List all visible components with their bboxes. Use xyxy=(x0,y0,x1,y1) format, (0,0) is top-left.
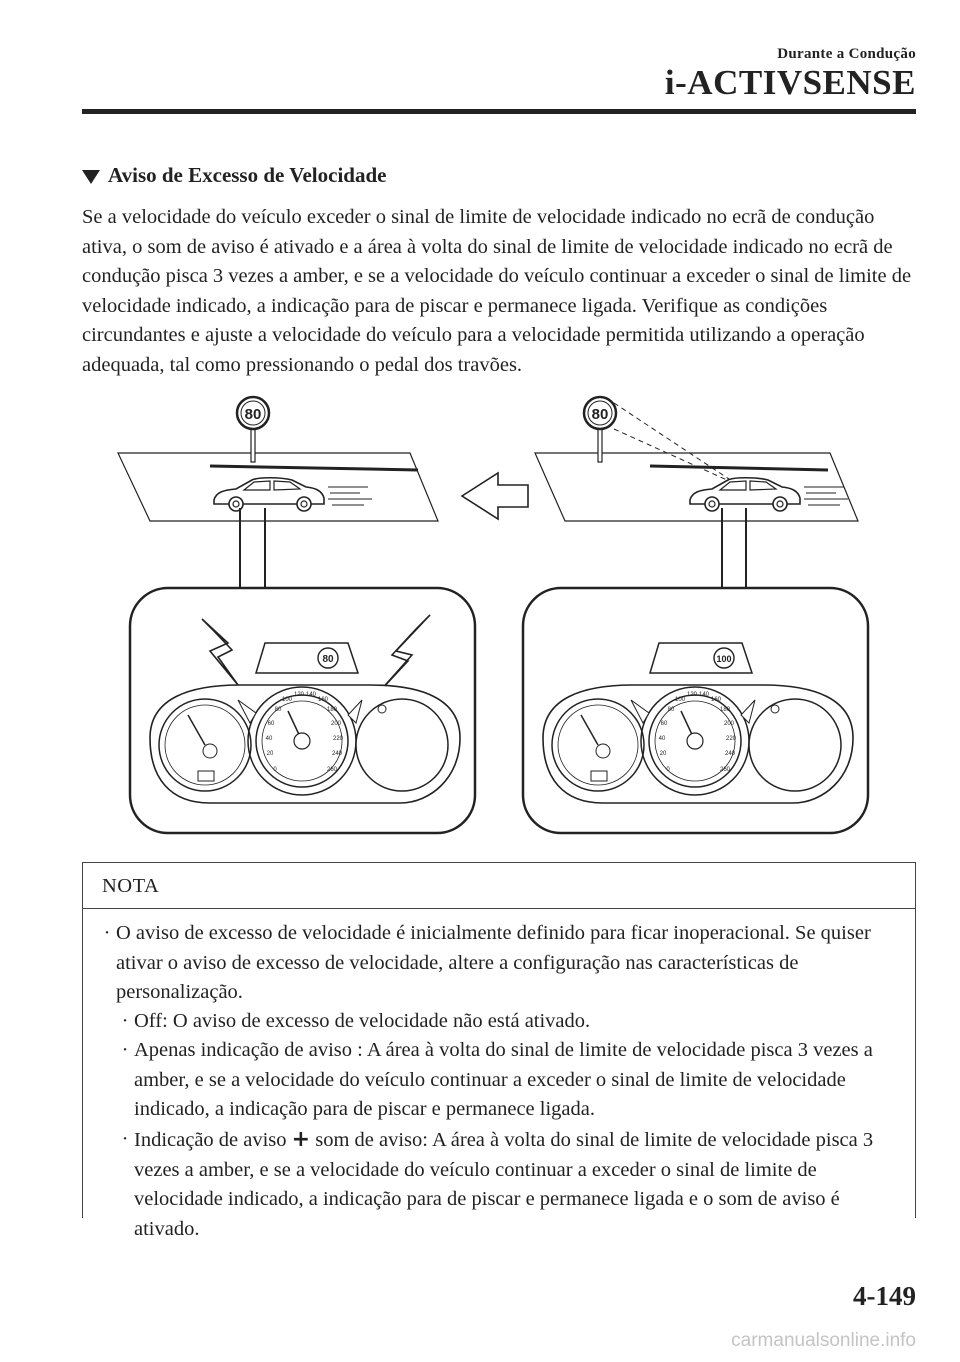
right-dashboard-inset xyxy=(523,588,868,833)
right-road-scene xyxy=(535,397,858,591)
bullet: · xyxy=(121,1010,129,1032)
page-number: 4-149 xyxy=(853,1281,916,1311)
svg-text:20: 20 xyxy=(659,751,667,757)
bullet: · xyxy=(121,1128,129,1150)
note-subitem xyxy=(116,1007,906,1037)
svg-text:140: 140 xyxy=(305,692,317,698)
note-subitem-text: Indicação de aviso + som de aviso: A área à volta do sinal de limite de velocidade pisca 3 vezes a amber, e se a velocidade do veículo continuar a exceder o sinal de limite de velocidade indicado, a indicação para de piscar e permanece ligada e o som de aviso é ativado. xyxy=(134,1127,874,1240)
left-arrow-icon xyxy=(462,473,528,519)
svg-text:260: 260 xyxy=(719,767,731,773)
svg-text:0: 0 xyxy=(273,767,277,773)
svg-text:40: 40 xyxy=(265,736,273,742)
left-road-scene xyxy=(118,397,438,591)
section-heading xyxy=(82,163,386,188)
section-body: Se a velocidade do veículo exceder o sinal de limite de velocidade indicado no ecrã de condução ativa, o som de aviso é ativado e a área à volta do sinal de limite de velocidade indicado no ecrã de condução pisca 3 vezes a amber, e se a velocidade do veículo continuar a exceder o sinal de limite de velocidade indicado, a indicação para de piscar e permanece ligada. Verifique as condições circundantes e ajuste a velocidade do veículo para a velocidade permitida utilizando a operação adequada, tal como pressionando o pedal dos travões. xyxy=(82,206,912,376)
note-box xyxy=(82,862,916,1240)
svg-text:240: 240 xyxy=(724,751,736,757)
svg-text:120: 120 xyxy=(293,692,305,698)
svg-text:100: 100 xyxy=(674,697,686,703)
svg-text:40: 40 xyxy=(658,736,666,742)
plus-icon: + xyxy=(291,1127,311,1152)
header-rule xyxy=(82,109,916,114)
triangle-bullet-icon xyxy=(82,170,100,184)
note-title: NOTA xyxy=(82,863,916,909)
svg-text:160: 160 xyxy=(317,697,329,703)
svg-text:200: 200 xyxy=(723,721,735,727)
svg-text:220: 220 xyxy=(725,736,737,742)
svg-text:180: 180 xyxy=(326,707,338,713)
svg-text:180: 180 xyxy=(719,707,731,713)
bullet: · xyxy=(103,922,111,944)
svg-text:200: 200 xyxy=(330,721,342,727)
svg-text:220: 220 xyxy=(332,736,344,742)
svg-text:80: 80 xyxy=(274,707,282,713)
left-road-sign-value: 80 xyxy=(244,406,262,423)
svg-text:60: 60 xyxy=(660,721,668,727)
section-heading-text: Aviso de Excesso de Velocidade xyxy=(108,163,387,187)
note-item xyxy=(98,919,908,1008)
left-display-sign-value: 80 xyxy=(322,654,334,665)
svg-text:140: 140 xyxy=(698,692,710,698)
svg-text:20: 20 xyxy=(266,751,274,757)
svg-text:240: 240 xyxy=(331,751,343,757)
header-title: i-ACTIVSENSE xyxy=(664,63,916,102)
note-subitem-text: Apenas indicação de aviso : A área à volta do sinal de limite de velocidade pisca 3 vezes a amber, e se a velocidade do veículo continuar a exceder o sinal de limite de velocidade indicado, a indicação para de piscar e permanece ligada. xyxy=(134,1039,873,1120)
svg-text:120: 120 xyxy=(686,692,698,698)
watermark: carmanualsonline.info xyxy=(731,1330,916,1351)
speed-warning-illustration xyxy=(110,393,870,838)
note-box-right-border xyxy=(915,863,916,1218)
svg-text:100: 100 xyxy=(281,697,293,703)
note-item-text: O aviso de excesso de velocidade é inicialmente definido para ficar inoperacional. Se quiser ativar o aviso de excesso de velocidade, altere a configuração nas características de personalização. xyxy=(116,922,871,1003)
note-subitem xyxy=(116,1036,906,1125)
left-dashboard-inset xyxy=(130,588,475,833)
svg-text:0: 0 xyxy=(666,767,670,773)
note-subitem xyxy=(116,1125,906,1244)
svg-text:80: 80 xyxy=(667,707,675,713)
right-road-sign-value: 80 xyxy=(591,406,609,423)
svg-text:260: 260 xyxy=(326,767,338,773)
header-chapter: Durante a Condução xyxy=(777,46,916,62)
svg-text:160: 160 xyxy=(710,697,722,703)
bullet: · xyxy=(121,1039,129,1061)
note-subitem-text: Off: O aviso de excesso de velocidade não está ativado. xyxy=(134,1010,591,1032)
note-box-left-border xyxy=(82,863,83,1218)
right-display-sign-value: 100 xyxy=(716,654,732,664)
svg-text:60: 60 xyxy=(267,721,275,727)
